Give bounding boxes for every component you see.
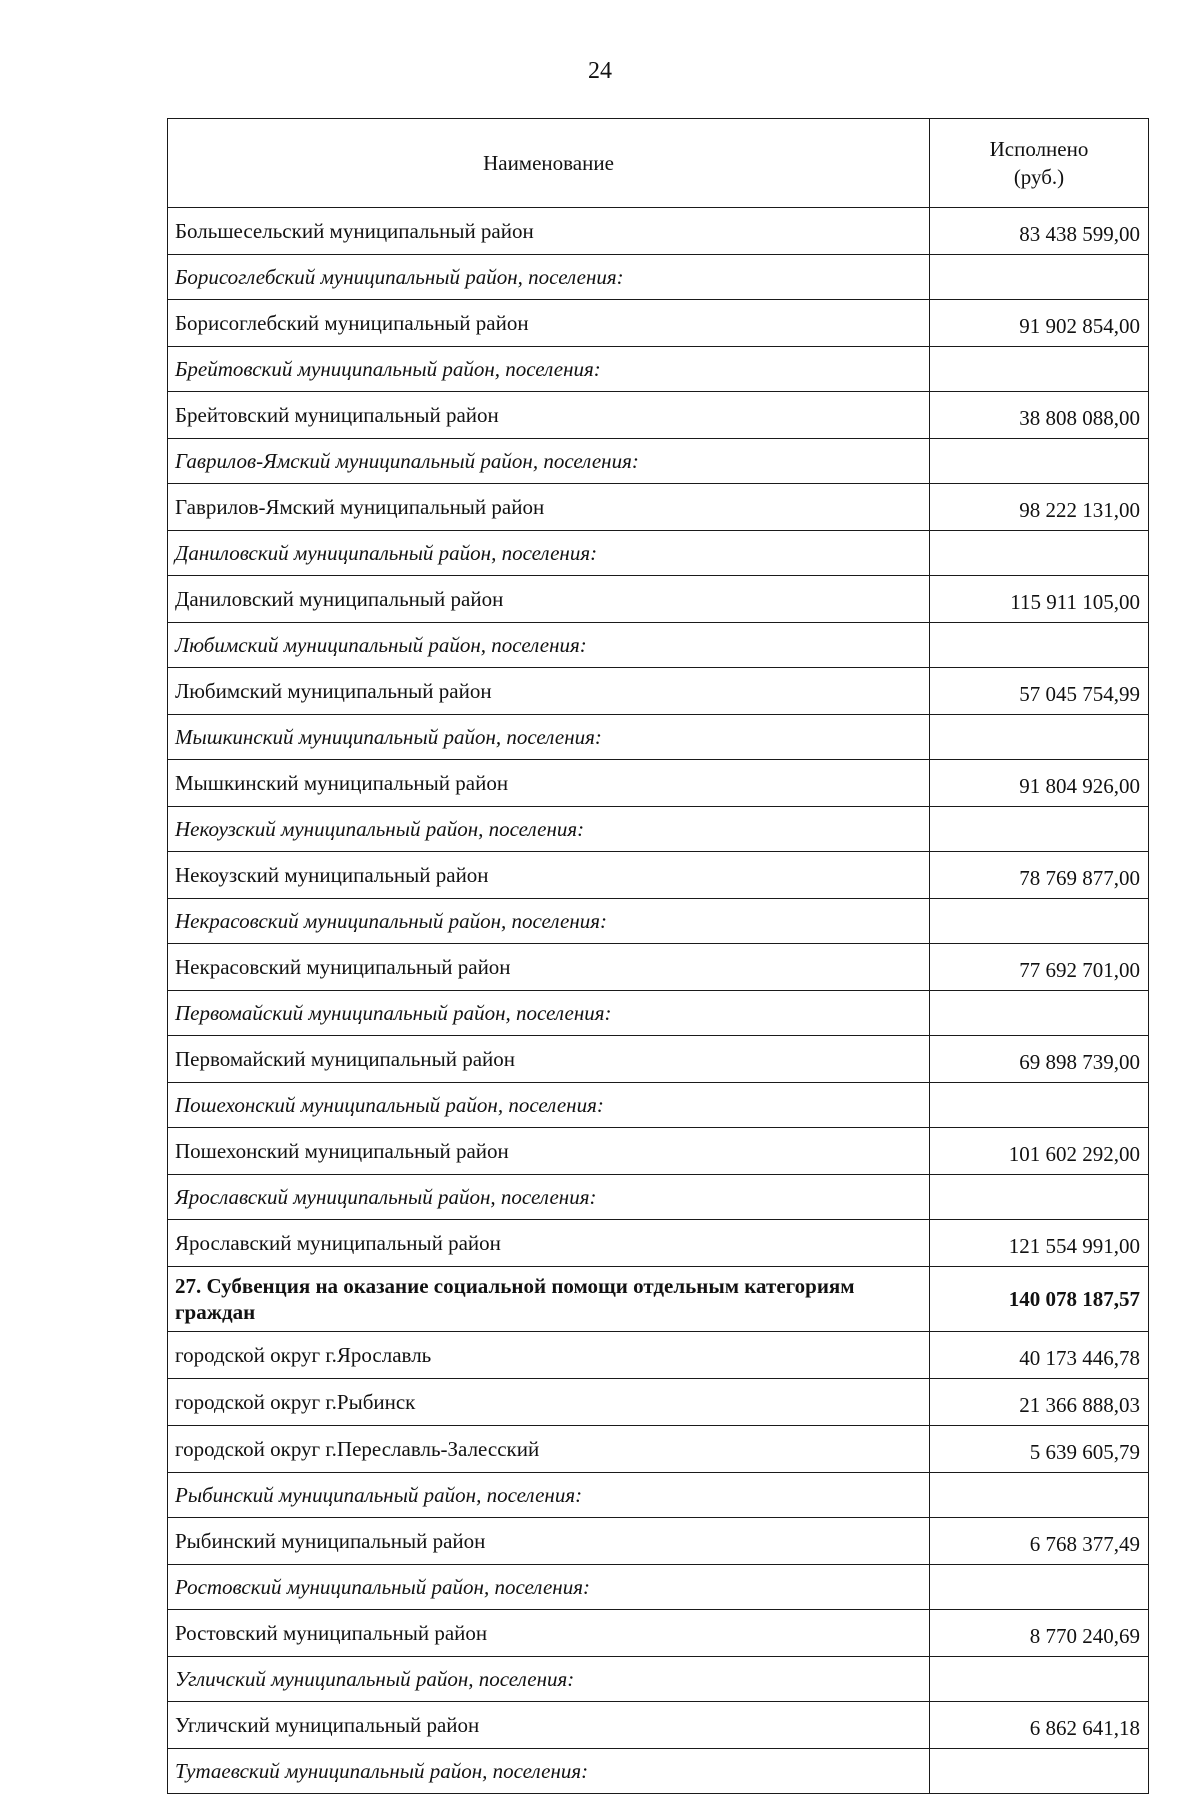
row-name: Борисоглебский муниципальный район [168,300,930,347]
row-value [930,623,1149,668]
row-name: Брейтовский муниципальный район [168,392,930,439]
row-name: Гаврилов-Ямский муниципальный район, поселения: [168,439,930,484]
row-value: 140 078 187,57 [930,1267,1149,1332]
table-row [168,576,1149,623]
row-value [930,899,1149,944]
row-name: городской округ г.Переславль-Залесский [168,1426,930,1473]
row-name: Рыбинский муниципальный район [168,1518,930,1565]
row-value [930,1083,1149,1128]
table-row [168,1702,1149,1749]
row-value: 6 768 377,49 [930,1518,1149,1565]
row-name: Ярославский муниципальный район, поселения: [168,1175,930,1220]
table-row [168,484,1149,531]
table-row [168,899,1149,944]
row-name: Ярославский муниципальный район [168,1220,930,1267]
table-row [168,991,1149,1036]
table-row [168,852,1149,899]
row-name: Борисоглебский муниципальный район, поселения: [168,255,930,300]
table-row [168,1518,1149,1565]
table-row [168,1175,1149,1220]
row-value: 121 554 991,00 [930,1220,1149,1267]
header-value [930,119,1149,208]
row-name: Рыбинский муниципальный район, поселения: [168,1473,930,1518]
table-row [168,439,1149,484]
row-value [930,807,1149,852]
table-row [168,668,1149,715]
row-name: Даниловский муниципальный район [168,576,930,623]
row-name: Ростовский муниципальный район, поселения: [168,1565,930,1610]
row-name: Некрасовский муниципальный район, поселения: [168,899,930,944]
budget-table [167,118,1149,1794]
header-name: Наименование [168,119,930,208]
table-header [168,119,1149,208]
row-value [930,1749,1149,1794]
row-name: Большесельский муниципальный район [168,208,930,255]
header-value-line2: (руб.) [1013,165,1065,189]
table-row [168,1473,1149,1518]
row-value: 40 173 446,78 [930,1332,1149,1379]
table-body [168,208,1149,1794]
row-value [930,255,1149,300]
row-name: городской округ г.Рыбинск [168,1379,930,1426]
row-value [930,531,1149,576]
table-row [168,1128,1149,1175]
row-name: Некрасовский муниципальный район [168,944,930,991]
table-row [168,715,1149,760]
row-value: 6 862 641,18 [930,1702,1149,1749]
row-value: 57 045 754,99 [930,668,1149,715]
row-value [930,1473,1149,1518]
table-row [168,392,1149,439]
header-value-line1: Исполнено [989,137,1089,161]
row-name: Мышкинский муниципальный район [168,760,930,807]
row-value [930,1175,1149,1220]
table-row [168,255,1149,300]
table-row [168,1332,1149,1379]
table-row [168,1379,1149,1426]
row-value: 21 366 888,03 [930,1379,1149,1426]
row-name: 27. Субвенция на оказание социальной помощи отдельным категориям граждан [168,1267,930,1332]
row-name: Угличский муниципальный район, поселения: [168,1657,930,1702]
row-name: Первомайский муниципальный район, поселения: [168,991,930,1036]
row-name: Ростовский муниципальный район [168,1610,930,1657]
row-name: Брейтовский муниципальный район, поселения: [168,347,930,392]
row-name: Мышкинский муниципальный район, поселения: [168,715,930,760]
row-name: Гаврилов-Ямский муниципальный район [168,484,930,531]
table-row [168,807,1149,852]
row-name: городской округ г.Ярославль [168,1332,930,1379]
row-value [930,347,1149,392]
table-row [168,531,1149,576]
table-row [168,208,1149,255]
row-value: 77 692 701,00 [930,944,1149,991]
table-row [168,1426,1149,1473]
row-value: 98 222 131,00 [930,484,1149,531]
row-value [930,1565,1149,1610]
row-value [930,439,1149,484]
row-value: 69 898 739,00 [930,1036,1149,1083]
table-row [168,1657,1149,1702]
row-value: 8 770 240,69 [930,1610,1149,1657]
row-value: 91 804 926,00 [930,760,1149,807]
row-name: Любимский муниципальный район [168,668,930,715]
table-row [168,760,1149,807]
row-value: 83 438 599,00 [930,208,1149,255]
table-row [168,944,1149,991]
page-number: 24 [588,58,612,84]
row-name: Первомайский муниципальный район [168,1036,930,1083]
row-name: Некоузский муниципальный район, поселения: [168,807,930,852]
row-value [930,715,1149,760]
table-row [168,1749,1149,1794]
table-row [168,300,1149,347]
table-row [168,1083,1149,1128]
row-name: Пошехонский муниципальный район, поселения: [168,1083,930,1128]
row-value [930,991,1149,1036]
row-name: Угличский муниципальный район [168,1702,930,1749]
table-row [168,1565,1149,1610]
row-name: Пошехонский муниципальный район [168,1128,930,1175]
row-value: 78 769 877,00 [930,852,1149,899]
table-row [168,1220,1149,1267]
row-value: 91 902 854,00 [930,300,1149,347]
table-row [168,1610,1149,1657]
row-value: 38 808 088,00 [930,392,1149,439]
row-value: 5 639 605,79 [930,1426,1149,1473]
row-name: Тутаевский муниципальный район, поселения: [168,1749,930,1794]
row-value: 101 602 292,00 [930,1128,1149,1175]
table-row [168,347,1149,392]
row-name: Некоузский муниципальный район [168,852,930,899]
row-name: Даниловский муниципальный район, поселения: [168,531,930,576]
row-name: Любимский муниципальный район, поселения: [168,623,930,668]
table-row [168,1036,1149,1083]
table-row [168,623,1149,668]
table-row [168,1267,1149,1332]
row-value [930,1657,1149,1702]
header-row [168,119,1149,208]
row-value: 115 911 105,00 [930,576,1149,623]
